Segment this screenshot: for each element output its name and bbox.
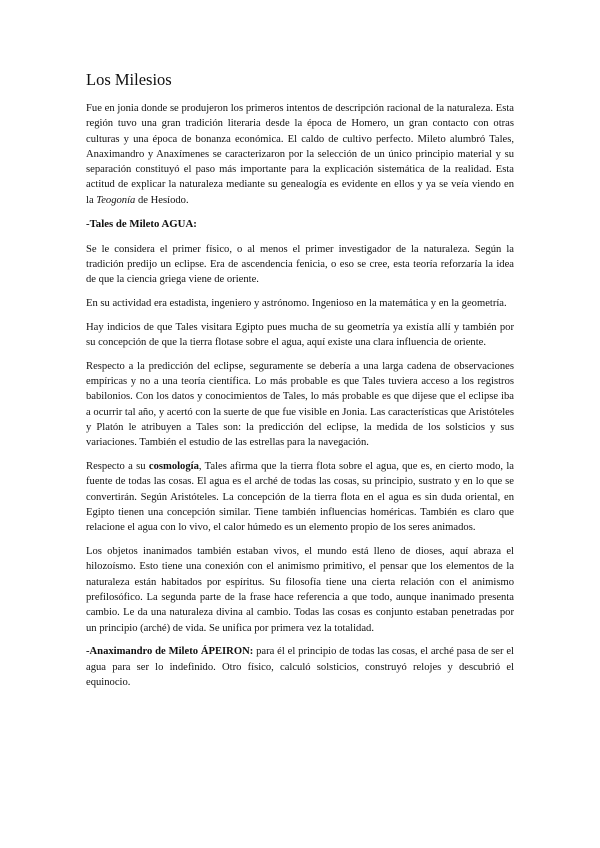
tales-paragraph-2: En su actividad era estadista, ingeniero y astrónomo. Ingenioso en la matemática y en la geometría. <box>86 297 507 309</box>
cosmologia-text: , Tales afirma que la tierra flota sobre el agua, que es, en cierto modo, la fuente de todas las cosas. El agua es el arché de todas las cosas, su principio, sustrato y en lo que se convertirán. Según Aristóteles. La concepción de la tierra flota en el agua es sin duda oriental, en Egipto tienen una concepción similar. Tiene también influencias homéricas. También es claro que relacione el agua con lo vivo, el calor húmedo es un elemento propio de los seres animados. <box>86 461 514 534</box>
tales-heading: -Tales de Mileto AGUA: <box>86 217 197 230</box>
intro-paragraph <box>86 101 514 208</box>
intro-end: de Hesíodo. <box>135 194 189 206</box>
anaximandro-text: para él el principio de todas las cosas, el arché pasa de ser el agua para ser lo indefinido. Otro físico, calculó solsticios, construyó relojes y descubrió el equinocio. <box>86 646 514 688</box>
tales-paragraph-5 <box>86 459 514 535</box>
teogonia-title: Teogonía <box>96 194 136 206</box>
intro-text: Fue en jonia donde se produjeron los primeros intentos de descripción racional de la naturaleza. Esta región tuvo una gran tradición literaria desde la época de Homero, un gran contacto con otras culturas y una época de bonanza económica. El caldo de cultivo perfecto. Mileto alumbró Tales, Anaximandro y Anaxímenes se caracterizaron por la selección de un único principio material y su separación constituyó el paso más importante para la explicación sistemática de la realidad. Esta actitud de explicar la naturaleza mediante su genealogía es evidente en ellos y ya se veía viendo en la <box>86 103 514 206</box>
tales-paragraph-1: Se le considera el primer físico, o al menos el primer investigador de la naturaleza. Según la tradición predijo un eclipse. Era de ascendencia fenicia, o eso se cree, esta teoría reforzaría la idea de que la ciencia griega viene de oriente. <box>86 243 514 286</box>
cosmologia-term: cosmología <box>148 461 199 473</box>
anaximandro-heading: -Anaximandro de Mileto ÁPEIRON: <box>86 646 254 658</box>
tales-paragraph-3: Hay indicios de que Tales visitara Egipto pues mucha de su geometría ya existía allí y también por su concepción de que la tierra flotase sobre el agua, aquí existe una clara influencia de oriente. <box>86 321 514 349</box>
anaximandro-paragraph <box>86 644 514 690</box>
tales-paragraph-4: Respecto a la predicción del eclipse, seguramente se debería a una larga cadena de observaciones empíricas y no a una teoría científica. Lo más probable es que Tales tuviera acceso a los registros babilonios. Con los datos y conocimientos de Tales, lo más probable es que dijese que el eclipse iba a ocurrir tal año, y acertó con la suerte de que fue visible en Jonia. Las características que Aristóteles y Platón le atribuyen a Tales son: la predicción del eclipse, la medida de los solsticios y sus variaciones. También el estudio de las estrellas para la navegación. <box>86 360 514 449</box>
page-title: Los Milesios <box>86 70 172 89</box>
tales-paragraph-6: Los objetos inanimados también estaban vivos, el mundo está lleno de dioses, aquí abraza el hilozoísmo. Esto tiene una conexión con el animismo primitivo, el pensar que los elementos de la naturaleza están habitados por espíritus. Su filosofía tiene una cierta relación con el animismo prefilosófico. La segunda parte de la frase hace referencia a que todo, aunque inanimado presenta cambio. Le da una naturaleza divina al cambio. Todas las cosas es conjunto estaban penetradas por un principio (arché) de vida. Se unifica por primera vez la totalidad. <box>86 546 514 634</box>
cosmologia-lead: Respecto a su <box>86 461 149 473</box>
